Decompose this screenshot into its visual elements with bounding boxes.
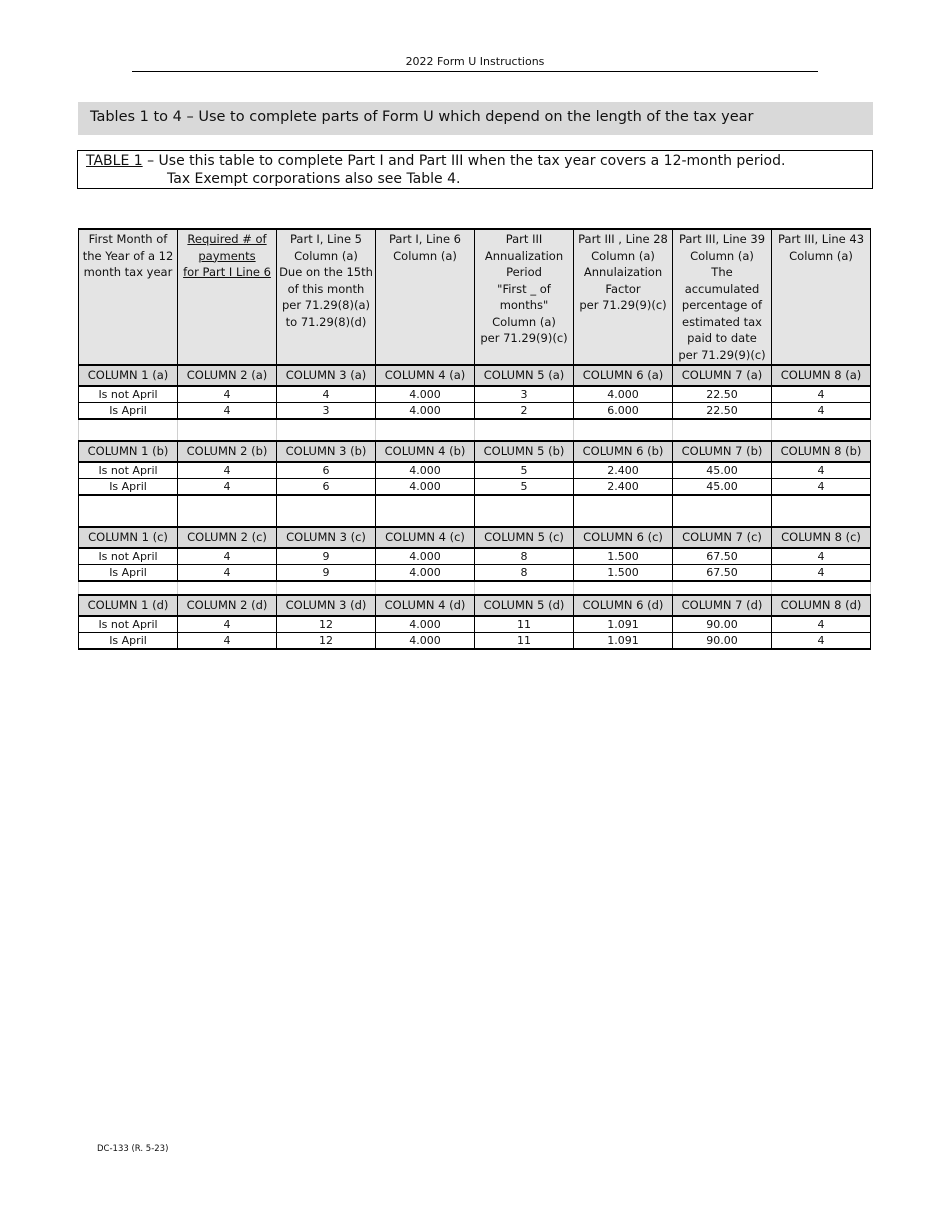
table-row xyxy=(79,462,871,479)
table-cell: 9 xyxy=(277,565,376,582)
header-cell xyxy=(574,229,673,365)
column-label: COLUMN 1 (a) xyxy=(79,365,178,386)
column-label: COLUMN 4 (a) xyxy=(376,365,475,386)
table-cell: 2.400 xyxy=(574,479,673,496)
header-text: of this month xyxy=(287,281,365,296)
table-cell: 8 xyxy=(475,548,574,565)
table-cell: 4 xyxy=(772,386,871,403)
tables-banner: Tables 1 to 4 – Use to complete parts of Form U which depend on the length of the tax year xyxy=(78,102,873,135)
header-text: per 71.29(8)(a) xyxy=(282,298,370,312)
table-cell: 4 xyxy=(772,616,871,633)
header-text: paid to date xyxy=(687,331,757,345)
table-cell: 4.000 xyxy=(574,386,673,403)
spacer-cell xyxy=(475,581,574,595)
spacer-cell xyxy=(475,495,574,527)
table-cell: Is not April xyxy=(79,386,178,403)
header-text: Column (a) xyxy=(393,248,457,263)
spacer-cell xyxy=(178,495,277,527)
table-cell: Is not April xyxy=(79,548,178,565)
column-label: COLUMN 6 (b) xyxy=(574,441,673,462)
column-label: COLUMN 5 (a) xyxy=(475,365,574,386)
table-cell: 2.400 xyxy=(574,462,673,479)
spacer-row xyxy=(79,495,871,527)
table-cell: 4 xyxy=(178,386,277,403)
table-cell: 4 xyxy=(277,386,376,403)
column-label: COLUMN 2 (d) xyxy=(178,595,277,616)
column-label: COLUMN 2 (a) xyxy=(178,365,277,386)
table-cell: 4.000 xyxy=(376,386,475,403)
spacer-cell xyxy=(376,581,475,595)
spacer-cell xyxy=(277,495,376,527)
column-label-row xyxy=(79,595,871,616)
column-label: COLUMN 8 (a) xyxy=(772,365,871,386)
header-cell xyxy=(277,229,376,365)
column-label-row xyxy=(79,365,871,386)
spacer-cell xyxy=(673,581,772,595)
header-text: Column (a) xyxy=(294,248,358,263)
table-cell: 4.000 xyxy=(376,633,475,650)
spacer-cell xyxy=(79,495,178,527)
header-text: payments xyxy=(198,248,256,263)
header-row xyxy=(79,229,871,365)
spacer-cell xyxy=(574,581,673,595)
column-label: COLUMN 7 (b) xyxy=(673,441,772,462)
header-text: to 71.29(8)(d) xyxy=(285,314,367,329)
table1-grid xyxy=(78,228,871,650)
table-cell: 4 xyxy=(178,479,277,496)
table-cell: 1.091 xyxy=(574,633,673,650)
table-cell: 4 xyxy=(772,479,871,496)
page-header: 2022 Form U Instructions xyxy=(132,55,818,72)
column-label: COLUMN 8 (d) xyxy=(772,595,871,616)
table-cell: 6 xyxy=(277,462,376,479)
table-cell: 12 xyxy=(277,633,376,650)
table-cell: 4 xyxy=(772,403,871,420)
header-cell xyxy=(772,229,871,365)
table1-intro: – Use this table to complete Part I and Part III when the tax year covers a 12-month period. xyxy=(142,153,786,169)
table-cell: 3 xyxy=(475,386,574,403)
column-label: COLUMN 3 (b) xyxy=(277,441,376,462)
column-label: COLUMN 4 (c) xyxy=(376,527,475,548)
column-label: COLUMN 1 (b) xyxy=(79,441,178,462)
table-row xyxy=(79,633,871,650)
column-label: COLUMN 2 (b) xyxy=(178,441,277,462)
column-label: COLUMN 7 (c) xyxy=(673,527,772,548)
spacer-cell xyxy=(178,581,277,595)
table-cell: Is April xyxy=(79,565,178,582)
table-cell: 6.000 xyxy=(574,403,673,420)
column-label: COLUMN 5 (d) xyxy=(475,595,574,616)
table-cell: 5 xyxy=(475,462,574,479)
column-label: COLUMN 3 (d) xyxy=(277,595,376,616)
header-text: Annulaization xyxy=(583,265,663,279)
column-label-row xyxy=(79,441,871,462)
table-cell: 1.091 xyxy=(574,616,673,633)
spacer-cell xyxy=(79,581,178,595)
header-text: Due on the 15th xyxy=(279,265,373,279)
header-cell xyxy=(475,229,574,365)
table-cell: 5 xyxy=(475,479,574,496)
spacer-row xyxy=(79,581,871,595)
spacer-cell xyxy=(574,495,673,527)
table1-name: TABLE 1 xyxy=(86,153,143,169)
column-label: COLUMN 8 (c) xyxy=(772,527,871,548)
header-text: Part III, Line 43 xyxy=(777,232,865,246)
header-cell xyxy=(178,229,277,365)
table1-description xyxy=(77,150,873,189)
column-label-row xyxy=(79,527,871,548)
table-cell: 22.50 xyxy=(673,386,772,403)
column-label: COLUMN 6 (a) xyxy=(574,365,673,386)
table1-description-line1 xyxy=(86,152,864,170)
spacer-cell xyxy=(277,419,376,441)
spacer-cell xyxy=(79,419,178,441)
table-cell: 4 xyxy=(178,565,277,582)
column-label: COLUMN 5 (b) xyxy=(475,441,574,462)
table-cell: 4 xyxy=(178,633,277,650)
column-label: COLUMN 4 (d) xyxy=(376,595,475,616)
column-label: COLUMN 6 (d) xyxy=(574,595,673,616)
header-text: Column (a) xyxy=(591,248,655,263)
table-cell: 4 xyxy=(772,462,871,479)
table-cell: 45.00 xyxy=(673,479,772,496)
table-cell: 4 xyxy=(178,548,277,565)
header-text: Part III , Line 28 xyxy=(578,232,668,246)
header-text: Part I, Line 5 xyxy=(290,232,362,246)
spacer-cell xyxy=(178,419,277,441)
table-cell: 67.50 xyxy=(673,565,772,582)
table-row xyxy=(79,565,871,582)
table-cell: Is not April xyxy=(79,616,178,633)
table-cell: 1.500 xyxy=(574,565,673,582)
table-cell: 4.000 xyxy=(376,462,475,479)
table-cell: 4.000 xyxy=(376,479,475,496)
header-text: accumulated xyxy=(684,281,760,296)
table-cell: 11 xyxy=(475,616,574,633)
column-label: COLUMN 3 (c) xyxy=(277,527,376,548)
table-cell: 4 xyxy=(772,548,871,565)
spacer-cell xyxy=(376,419,475,441)
table-cell: 4 xyxy=(772,633,871,650)
table-cell: 4.000 xyxy=(376,616,475,633)
column-label: COLUMN 2 (c) xyxy=(178,527,277,548)
spacer-row xyxy=(79,419,871,441)
header-text: months" xyxy=(499,298,549,312)
table-row xyxy=(79,548,871,565)
table-cell: 4 xyxy=(178,462,277,479)
header-text: estimated tax xyxy=(682,314,762,329)
column-label: COLUMN 1 (c) xyxy=(79,527,178,548)
header-text: The xyxy=(711,265,733,279)
header-cell xyxy=(673,229,772,365)
table-row xyxy=(79,386,871,403)
table-cell: 12 xyxy=(277,616,376,633)
column-label: COLUMN 8 (b) xyxy=(772,441,871,462)
table-cell: 67.50 xyxy=(673,548,772,565)
spacer-cell xyxy=(772,495,871,527)
header-text: per 71.29(9)(c) xyxy=(579,298,667,312)
table-row xyxy=(79,403,871,420)
table-row xyxy=(79,479,871,496)
spacer-cell xyxy=(673,495,772,527)
header-text: First Month of xyxy=(88,232,168,246)
table-cell: 8 xyxy=(475,565,574,582)
spacer-cell xyxy=(277,581,376,595)
table1-grid-body xyxy=(79,229,871,649)
header-text: Part I, Line 6 xyxy=(389,232,461,246)
header-text: the Year of a 12 xyxy=(82,248,174,263)
header-text: per 71.29(9)(c) xyxy=(678,347,766,362)
header-text: percentage of xyxy=(681,298,763,312)
spacer-cell xyxy=(475,419,574,441)
header-text: Column (a) xyxy=(789,248,853,263)
table-cell: Is not April xyxy=(79,462,178,479)
table-cell: 4.000 xyxy=(376,548,475,565)
table-cell: 2 xyxy=(475,403,574,420)
spacer-cell xyxy=(772,419,871,441)
table-cell: 11 xyxy=(475,633,574,650)
table-cell: 1.500 xyxy=(574,548,673,565)
column-label: COLUMN 7 (a) xyxy=(673,365,772,386)
table-cell: 45.00 xyxy=(673,462,772,479)
header-text: Column (a) xyxy=(690,248,754,263)
column-label: COLUMN 1 (d) xyxy=(79,595,178,616)
table-cell: 90.00 xyxy=(673,633,772,650)
table-cell: 4 xyxy=(178,616,277,633)
header-text: month tax year xyxy=(83,265,173,279)
table-cell: 4.000 xyxy=(376,565,475,582)
form-code: DC-133 (R. 5-23) xyxy=(97,1144,169,1154)
column-label: COLUMN 3 (a) xyxy=(277,365,376,386)
header-text: Required # of xyxy=(187,232,267,246)
table-cell: 4 xyxy=(178,403,277,420)
table-cell: 3 xyxy=(277,403,376,420)
spacer-cell xyxy=(376,495,475,527)
table-cell: Is April xyxy=(79,479,178,496)
column-label: COLUMN 6 (c) xyxy=(574,527,673,548)
header-cell xyxy=(79,229,178,365)
column-label: COLUMN 4 (b) xyxy=(376,441,475,462)
header-text: Column (a) xyxy=(492,314,556,329)
table-cell: 4 xyxy=(772,565,871,582)
header-text: Period xyxy=(506,265,542,279)
spacer-cell xyxy=(673,419,772,441)
header-text: "First _ of xyxy=(497,281,551,296)
column-label: COLUMN 7 (d) xyxy=(673,595,772,616)
table-cell: 4.000 xyxy=(376,403,475,420)
table-cell: Is April xyxy=(79,403,178,420)
spacer-cell xyxy=(772,581,871,595)
header-cell xyxy=(376,229,475,365)
header-text: for Part I Line 6 xyxy=(183,265,271,279)
table-cell: 22.50 xyxy=(673,403,772,420)
spacer-cell xyxy=(574,419,673,441)
header-text: Factor xyxy=(605,281,641,296)
table-cell: 6 xyxy=(277,479,376,496)
table-row xyxy=(79,616,871,633)
header-text: Part III xyxy=(505,232,543,246)
table-cell: 9 xyxy=(277,548,376,565)
table1-description-line2: Tax Exempt corporations also see Table 4. xyxy=(167,171,461,187)
table-cell: Is April xyxy=(79,633,178,650)
table-cell: 90.00 xyxy=(673,616,772,633)
header-text: Annualization xyxy=(484,248,564,263)
header-text: per 71.29(9)(c) xyxy=(480,331,568,345)
column-label: COLUMN 5 (c) xyxy=(475,527,574,548)
header-text: Part III, Line 39 xyxy=(678,232,766,246)
